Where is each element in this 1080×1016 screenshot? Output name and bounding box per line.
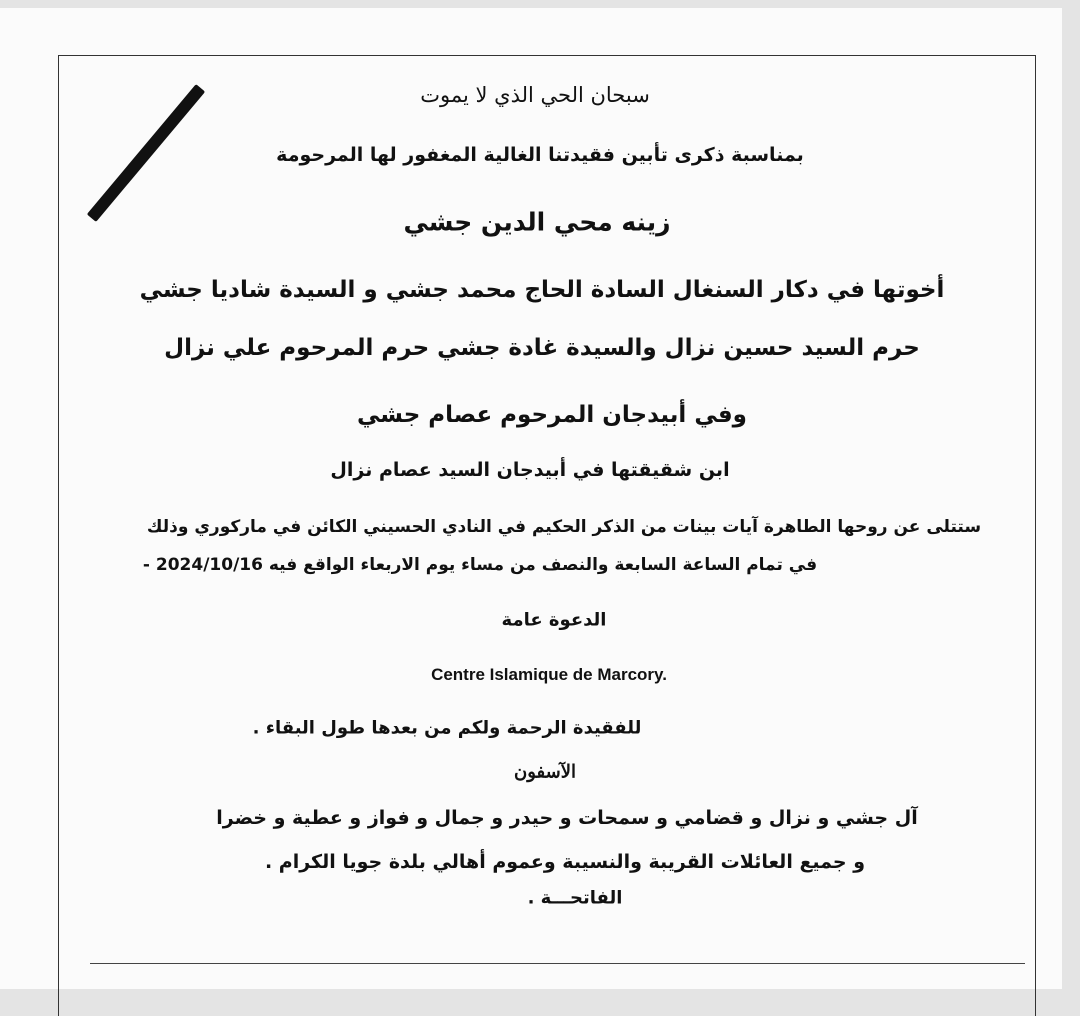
- family-line: ابن شقيقتها في أبيدجان السيد عصام نزال: [330, 459, 730, 481]
- divider: [90, 963, 1025, 964]
- venue-name: Centre Islamique de Marcory.: [431, 665, 667, 684]
- mourners-heading: الآسفون: [514, 761, 576, 783]
- family-line: أخوتها في دكار السنغال السادة الحاج محمد جشي و السيدة شاديا جشي: [139, 277, 945, 303]
- document-page: [0, 8, 1062, 989]
- mourners-families: و جميع العائلات القريبة والنسيبة وعموم أهالي بلدة جويا الكرام .: [264, 851, 866, 873]
- mourners-families: آل جشي و نزال و قضامي و سمحات و حيدر و جمال و فواز و عطية و خضرا: [216, 807, 918, 829]
- closing-line: الفاتحـــة .: [527, 887, 623, 909]
- family-line: حرم السيد حسين نزال والسيدة غادة جشي حرم المرحوم علي نزال: [164, 335, 920, 361]
- ceremony-date-line: في تمام الساعة السابعة والنصف من مساء يوم الاربعاء الواقع فيه 2024/10/16 -: [142, 555, 818, 575]
- invitation-line: الدعوة عامة: [501, 609, 607, 631]
- deceased-name: زينه محي الدين جشي: [403, 207, 671, 237]
- occasion-line: بمناسبة ذكرى تأبين فقيدتنا الغالية المغفور لها المرحومة: [276, 144, 804, 166]
- family-line: وفي أبيدجان المرحوم عصام جشي: [357, 402, 747, 428]
- opening-phrase: سبحان الحي الذي لا يموت: [420, 83, 650, 107]
- condolence-line: للفقيدة الرحمة ولكم من بعدها طول البقاء .: [252, 717, 642, 739]
- ceremony-line: ستتلى عن روحها الطاهرة آيات بينات من الذكر الحكيم في النادي الحسيني الكائن في ماركوري وذلك: [146, 517, 982, 537]
